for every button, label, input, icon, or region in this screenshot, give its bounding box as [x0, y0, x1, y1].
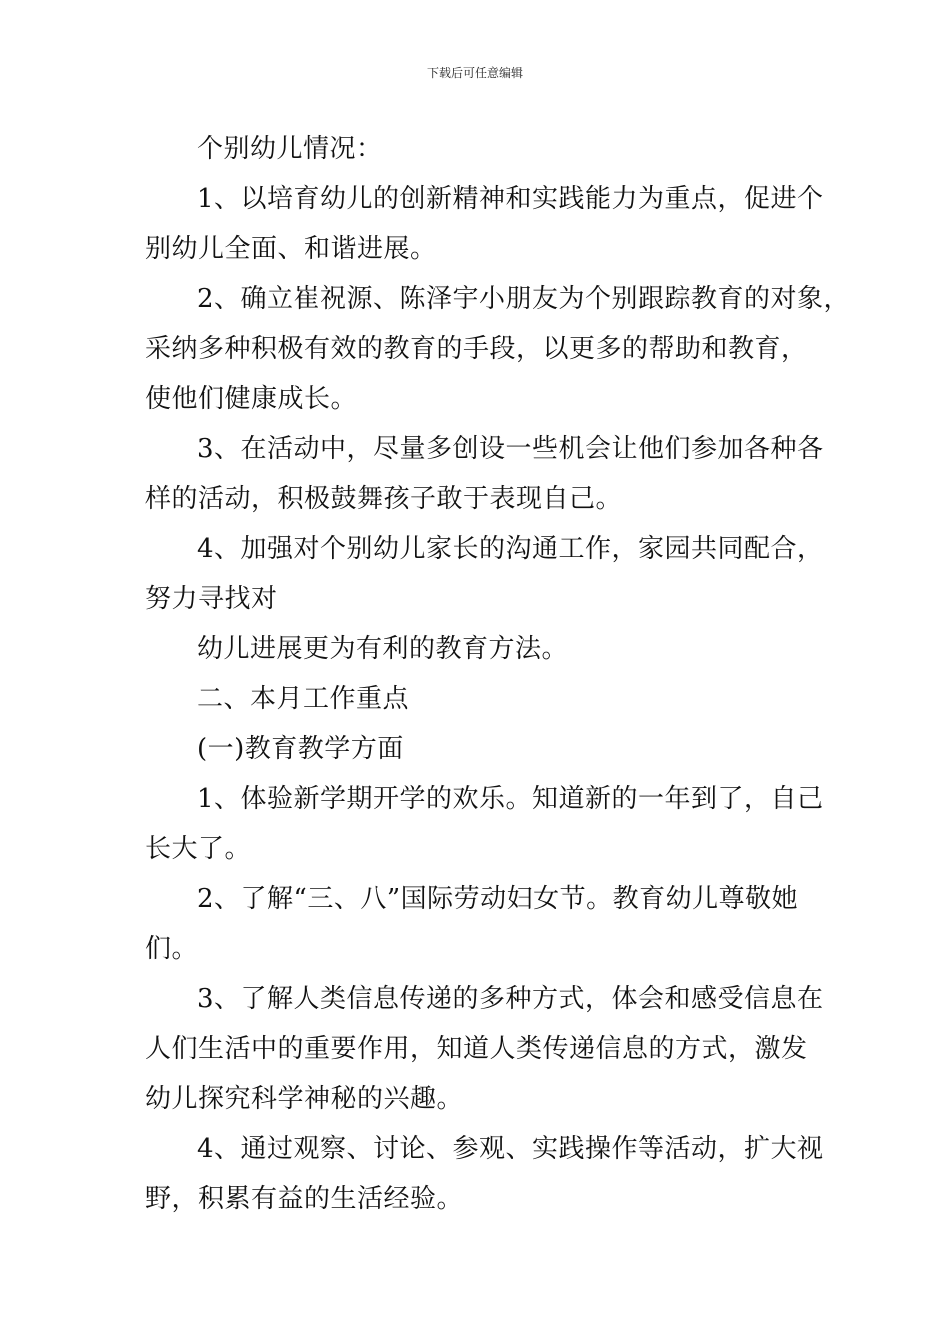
paragraph-teaching-item-3 [145, 974, 835, 1124]
paragraph-line: 2、了解“三、八”国际劳动妇女节。教育幼儿尊敬她 [197, 884, 799, 914]
paragraph-line: 幼儿进展更为有利的教育方法。 [197, 634, 569, 664]
paragraph-item-2 [145, 274, 851, 424]
paragraph-teaching-item-2 [145, 874, 835, 974]
paragraph-line: 1、体验新学期开学的欢乐。知道新的一年到了，自己 [197, 784, 824, 814]
paragraph-line: 4、加强对个别幼儿家长的沟通工作，家园共同配合， [197, 534, 824, 564]
paragraph-line: 野，积累有益的生活经验。 [145, 1184, 464, 1214]
paragraph-line: 别幼儿全面、和谐进展。 [145, 234, 437, 264]
section-heading-monthly-focus [145, 674, 835, 724]
document-body [145, 124, 851, 1224]
page-header: 下载后可任意编辑 [426, 66, 523, 80]
paragraph-line: 1、以培育幼儿的创新精神和实践能力为重点，促进个 [197, 184, 824, 214]
paragraph-line: 2、确立崔祝源、陈泽宇小朋友为个别跟踪教育的对象， [197, 284, 851, 314]
paragraph-line: 3、在活动中，尽量多创设一些机会让他们参加各种各 [197, 434, 824, 464]
paragraph-item-4 [145, 524, 835, 624]
paragraph-item-1 [145, 174, 835, 274]
paragraph-teaching-item-4 [145, 1124, 835, 1224]
paragraph-line: 们。 [145, 934, 199, 964]
paragraph-line: (一)教育教学方面 [197, 734, 404, 764]
paragraph-continuation [145, 624, 835, 674]
paragraph-line: 采纳多种积极有效的教育的手段，以更多的帮助和教育， [145, 334, 808, 364]
subsection-heading-teaching [145, 724, 835, 774]
paragraph-teaching-item-1 [145, 774, 835, 874]
paragraph-individual-situation [145, 124, 835, 174]
paragraph-line: 幼儿探究科学神秘的兴趣。 [145, 1084, 464, 1114]
paragraph-line: 个别幼儿情况： [197, 134, 383, 164]
paragraph-line: 二、本月工作重点 [197, 684, 410, 714]
paragraph-item-3 [145, 424, 835, 524]
paragraph-line: 长大了。 [145, 834, 252, 864]
paragraph-line: 样的活动，积极鼓舞孩子敢于表现自己。 [145, 484, 623, 514]
paragraph-line: 努力寻找对 [145, 584, 278, 614]
paragraph-line: 人们生活中的重要作用，知道人类传递信息的方式，激发 [145, 1034, 808, 1064]
paragraph-line: 3、了解人类信息传递的多种方式，体会和感受信息在 [197, 984, 824, 1014]
paragraph-line: 使他们健康成长。 [145, 384, 358, 414]
paragraph-line: 4、通过观察、讨论、参观、实践操作等活动，扩大视 [197, 1134, 824, 1164]
